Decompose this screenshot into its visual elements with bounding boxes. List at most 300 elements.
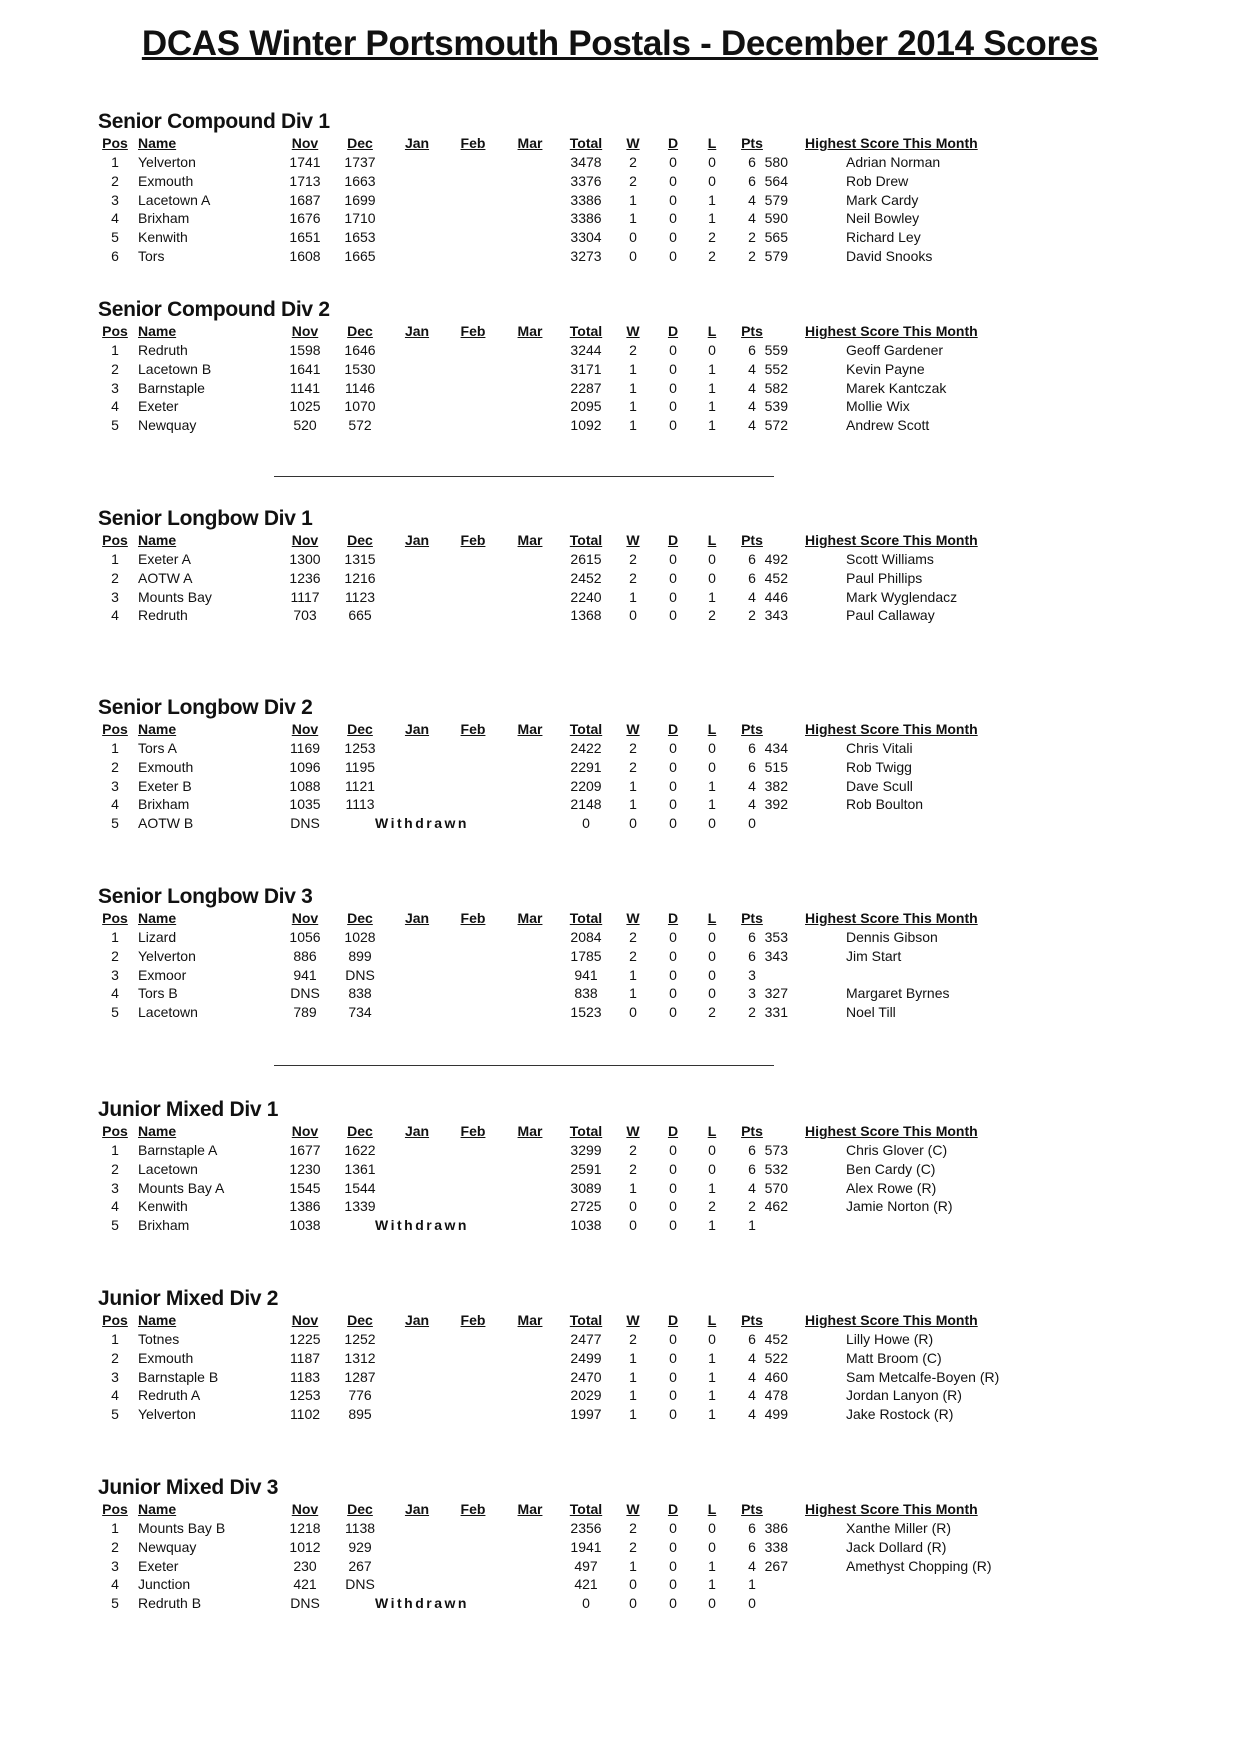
table-row: [0, 1198, 1240, 1217]
cell-pos: 5: [111, 1217, 119, 1234]
cell-pts: 4: [748, 398, 756, 415]
cell-l: 0: [708, 966, 716, 983]
table-row: [0, 929, 1240, 948]
header-l: L: [707, 1501, 717, 1517]
cell-dec: 1361: [344, 1160, 376, 1177]
header-pos: Pos: [102, 1312, 128, 1328]
cell-total: 3299: [570, 1142, 602, 1158]
cell-w: 1: [629, 796, 637, 813]
table-header: [0, 721, 1240, 740]
cell-total: 2499: [570, 1349, 602, 1366]
highest-score: 434: [764, 740, 788, 756]
cell-name: Totnes: [138, 1331, 180, 1347]
cell-nov: 1741: [289, 154, 321, 170]
cell-dec: 1252: [344, 1331, 376, 1347]
cell-d: 0: [669, 1595, 677, 1612]
cell-pts: 6: [748, 1160, 756, 1177]
cell-pos: 4: [111, 1576, 119, 1593]
table-row: [0, 796, 1240, 815]
cell-nov: 1102: [289, 1406, 321, 1423]
highest-score: 559: [764, 342, 788, 358]
header-highest-score: Highest Score This Month: [805, 910, 978, 926]
table-row: [0, 985, 1240, 1004]
cell-dec: 665: [348, 607, 372, 624]
header-mar: Mar: [517, 1501, 543, 1517]
cell-d: 0: [669, 815, 677, 832]
cell-total: 2452: [570, 569, 602, 586]
header-l: L: [707, 1312, 717, 1328]
cell-l: 0: [708, 551, 716, 567]
header-mar: Mar: [517, 135, 543, 151]
cell-d: 0: [669, 1387, 677, 1404]
cell-d: 0: [669, 569, 677, 586]
cell-w: 2: [629, 1538, 637, 1555]
cell-total: 3089: [570, 1179, 602, 1196]
cell-nov: 1236: [289, 569, 321, 586]
cell-nov: 1183: [289, 1368, 321, 1385]
cell-name: Lacetown: [138, 1004, 198, 1021]
table-row: [0, 192, 1240, 211]
highest-score: 343: [764, 607, 788, 624]
cell-nov: 1035: [289, 796, 321, 813]
table-row: [0, 1558, 1240, 1577]
highest-score-archer: Paul Phillips: [846, 569, 923, 586]
cell-pos: 4: [111, 210, 119, 227]
cell-dec: 1216: [344, 569, 376, 586]
highest-score-archer: Ben Cardy (C): [846, 1160, 936, 1177]
cell-name: AOTW A: [138, 569, 193, 586]
header-highest-score: Highest Score This Month: [805, 532, 978, 548]
cell-d: 0: [669, 551, 677, 567]
cell-total: 2240: [570, 588, 602, 605]
cell-pts: 4: [748, 1368, 756, 1385]
cell-nov: 1230: [289, 1160, 321, 1177]
highest-score: 331: [764, 1004, 788, 1021]
cell-d: 0: [669, 1368, 677, 1385]
highest-score-archer: Sam Metcalfe-Boyen (R): [846, 1368, 1000, 1385]
cell-l: 0: [708, 1520, 716, 1536]
header-w: W: [626, 135, 640, 151]
cell-total: 3386: [570, 191, 602, 208]
header-d: D: [667, 323, 679, 339]
cell-d: 0: [669, 379, 677, 396]
highest-score-archer: Kevin Payne: [846, 360, 925, 377]
table-header: [0, 532, 1240, 551]
cell-w: 2: [629, 172, 637, 189]
cell-name: Exmouth: [138, 172, 194, 189]
cell-pts: 6: [748, 929, 756, 945]
cell-d: 0: [669, 1576, 677, 1593]
header-total: Total: [569, 1312, 603, 1328]
cell-total: 1997: [570, 1406, 602, 1423]
cell-total: 1785: [570, 947, 602, 964]
header-name: Name: [138, 910, 177, 926]
cell-name: Junction: [138, 1576, 191, 1593]
cell-w: 2: [629, 1160, 637, 1177]
cell-pts: 1: [748, 1576, 756, 1593]
cell-d: 0: [669, 1331, 677, 1347]
cell-dec: 1287: [344, 1368, 376, 1385]
table-row: [0, 248, 1240, 267]
header-pos: Pos: [102, 910, 128, 926]
header-jan: Jan: [404, 1312, 430, 1328]
cell-name: Redruth A: [138, 1387, 201, 1404]
cell-l: 1: [708, 360, 716, 377]
cell-pts: 2: [748, 607, 756, 624]
header-name: Name: [138, 1501, 177, 1517]
cell-l: 0: [708, 1538, 716, 1555]
header-pts: Pts: [741, 323, 763, 339]
cell-total: 2095: [570, 398, 602, 415]
table-row: [0, 1350, 1240, 1369]
page-title: DCAS Winter Portsmouth Postals - December 2014 Scores: [141, 24, 1099, 63]
cell-pts: 6: [748, 154, 756, 170]
cell-pos: 1: [111, 342, 119, 358]
cell-name: Barnstaple B: [138, 1368, 219, 1385]
cell-name: Redruth: [138, 342, 188, 358]
cell-name: Brixham: [138, 210, 190, 227]
header-l: L: [707, 135, 717, 151]
table-row: [0, 380, 1240, 399]
cell-l: 1: [708, 379, 716, 396]
highest-score-archer: Marek Kantczak: [846, 379, 947, 396]
cell-pts: 6: [748, 551, 756, 567]
cell-d: 0: [669, 210, 677, 227]
cell-pos: 4: [111, 1198, 119, 1215]
cell-dec: 1121: [344, 777, 376, 794]
header-highest-score: Highest Score This Month: [805, 721, 978, 737]
cell-pts: 3: [748, 985, 756, 1002]
cell-d: 0: [669, 796, 677, 813]
highest-score-archer: Matt Broom (C): [846, 1349, 942, 1366]
highest-score: 338: [764, 1538, 788, 1555]
cell-d: 0: [669, 248, 677, 264]
cell-w: 2: [629, 1142, 637, 1158]
cell-pos: 4: [111, 1387, 119, 1404]
header-pts: Pts: [741, 1123, 763, 1139]
division-title: Senior Longbow Div 1: [98, 507, 313, 530]
header-d: D: [667, 1123, 679, 1139]
cell-pts: 4: [748, 1387, 756, 1404]
cell-total: 2725: [570, 1198, 602, 1215]
highest-score-archer: Xanthe Miller (R): [846, 1520, 952, 1536]
cell-pos: 5: [111, 1595, 119, 1612]
header-dec: Dec: [347, 721, 373, 737]
cell-name: Lacetown A: [138, 191, 211, 208]
highest-score: 572: [764, 417, 788, 434]
cell-d: 0: [669, 966, 677, 983]
header-nov: Nov: [291, 910, 319, 926]
cell-total: 2084: [570, 929, 602, 945]
header-dec: Dec: [347, 323, 373, 339]
cell-l: 1: [708, 1368, 716, 1385]
header-l: L: [707, 323, 717, 339]
cell-dec: 838: [348, 985, 372, 1002]
cell-pts: 2: [748, 1198, 756, 1215]
cell-w: 0: [629, 248, 637, 264]
highest-score-archer: Richard Ley: [846, 229, 921, 246]
cell-pos: 2: [111, 172, 119, 189]
cell-pos: 1: [111, 1520, 119, 1536]
cell-name: Lacetown: [138, 1160, 198, 1177]
cell-pts: 6: [748, 758, 756, 775]
cell-pts: 6: [748, 342, 756, 358]
cell-pos: 5: [111, 1004, 119, 1021]
cell-name: Yelverton: [138, 947, 196, 964]
highest-score: 552: [764, 360, 788, 377]
highest-score: 564: [764, 172, 788, 189]
header-mar: Mar: [517, 1312, 543, 1328]
header-dec: Dec: [347, 1123, 373, 1139]
header-nov: Nov: [291, 323, 319, 339]
cell-dec: DNS: [345, 966, 375, 983]
cell-nov: 1088: [289, 777, 321, 794]
cell-nov: 703: [293, 607, 317, 624]
table-row: [0, 1520, 1240, 1539]
cell-dec: 1123: [344, 588, 376, 605]
cell-total: 3376: [570, 172, 602, 189]
cell-nov: 1713: [289, 172, 321, 189]
header-nov: Nov: [291, 1501, 319, 1517]
header-mar: Mar: [517, 1123, 543, 1139]
cell-name: Barnstaple A: [138, 1142, 218, 1158]
highest-score: 539: [764, 398, 788, 415]
cell-name: Tors A: [138, 740, 177, 756]
table-row: [0, 607, 1240, 626]
header-mar: Mar: [517, 910, 543, 926]
highest-score-archer: Geoff Gardener: [846, 342, 944, 358]
cell-pts: 4: [748, 210, 756, 227]
highest-score: 478: [764, 1387, 788, 1404]
cell-nov: DNS: [290, 1595, 320, 1612]
cell-w: 2: [629, 551, 637, 567]
highest-score-archer: Alex Rowe (R): [846, 1179, 937, 1196]
highest-score-archer: Margaret Byrnes: [846, 985, 950, 1002]
cell-total: 1941: [570, 1538, 602, 1555]
header-pos: Pos: [102, 532, 128, 548]
table-row: [0, 173, 1240, 192]
highest-score-archer: Jake Rostock (R): [846, 1406, 954, 1423]
header-name: Name: [138, 1312, 177, 1328]
cell-pts: 3: [748, 966, 756, 983]
cell-name: Barnstaple: [138, 379, 205, 396]
cell-nov: DNS: [290, 985, 320, 1002]
table-row: [0, 1539, 1240, 1558]
cell-d: 0: [669, 947, 677, 964]
cell-nov: DNS: [290, 815, 320, 832]
cell-nov: 1386: [289, 1198, 321, 1215]
cell-w: 2: [629, 929, 637, 945]
cell-pos: 2: [111, 1349, 119, 1366]
cell-nov: 1598: [289, 342, 321, 358]
cell-pos: 5: [111, 1406, 119, 1423]
header-d: D: [667, 135, 679, 151]
cell-dec: 1699: [344, 191, 376, 208]
highest-score-archer: Rob Drew: [846, 172, 909, 189]
table-row: [0, 948, 1240, 967]
cell-nov: 230: [293, 1557, 317, 1574]
table-row: [0, 1180, 1240, 1199]
highest-score-archer: Jamie Norton (R): [846, 1198, 953, 1215]
cell-w: 0: [629, 1217, 637, 1234]
header-dec: Dec: [347, 910, 373, 926]
highest-score: 452: [764, 569, 788, 586]
header-mar: Mar: [517, 721, 543, 737]
cell-total: 941: [574, 966, 598, 983]
cell-pos: 5: [111, 815, 119, 832]
cell-name: Tors: [138, 248, 165, 264]
cell-dec: 1339: [344, 1198, 376, 1215]
cell-pos: 2: [111, 1538, 119, 1555]
table-row: [0, 417, 1240, 436]
cell-nov: 1141: [289, 379, 321, 396]
cell-total: 1038: [570, 1217, 602, 1234]
cell-name: AOTW B: [138, 815, 194, 832]
cell-total: 0: [582, 1595, 590, 1612]
cell-d: 0: [669, 154, 677, 170]
cell-total: 0: [582, 815, 590, 832]
header-l: L: [707, 910, 717, 926]
cell-l: 0: [708, 1595, 716, 1612]
cell-pos: 4: [111, 607, 119, 624]
division-title: Junior Mixed Div 2: [98, 1287, 279, 1310]
header-feb: Feb: [460, 1123, 486, 1139]
highest-score: 579: [764, 191, 788, 208]
cell-name: Lacetown B: [138, 360, 212, 377]
cell-total: 2470: [570, 1368, 602, 1385]
header-d: D: [667, 1501, 679, 1517]
cell-total: 838: [574, 985, 598, 1002]
header-total: Total: [569, 1501, 603, 1517]
highest-score: 452: [764, 1331, 788, 1347]
table-row: [0, 1331, 1240, 1350]
cell-nov: 1096: [289, 758, 321, 775]
cell-l: 1: [708, 588, 716, 605]
header-jan: Jan: [404, 910, 430, 926]
cell-d: 0: [669, 1142, 677, 1158]
division-title: Senior Compound Div 2: [98, 298, 330, 321]
highest-score: 565: [764, 229, 788, 246]
highest-score: 570: [764, 1179, 788, 1196]
cell-d: 0: [669, 985, 677, 1002]
cell-name: Mounts Bay A: [138, 1179, 225, 1196]
header-w: W: [626, 910, 640, 926]
cell-pos: 1: [111, 1331, 119, 1347]
cell-nov: 1218: [289, 1520, 321, 1536]
header-nov: Nov: [291, 721, 319, 737]
highest-score: 573: [764, 1142, 788, 1158]
cell-l: 1: [708, 777, 716, 794]
header-w: W: [626, 1123, 640, 1139]
header-pts: Pts: [741, 532, 763, 548]
highest-score-archer: Chris Glover (C): [846, 1142, 948, 1158]
cell-name: Yelverton: [138, 1406, 196, 1423]
cell-pts: 4: [748, 417, 756, 434]
header-dec: Dec: [347, 532, 373, 548]
cell-total: 3386: [570, 210, 602, 227]
division-title: Junior Mixed Div 1: [98, 1098, 279, 1121]
highest-score-archer: Jack Dollard (R): [846, 1538, 947, 1555]
cell-w: 0: [629, 1198, 637, 1215]
cell-w: 0: [629, 1595, 637, 1612]
table-row: [0, 815, 1240, 834]
highest-score-archer: Dennis Gibson: [846, 929, 938, 945]
table-header: [0, 1501, 1240, 1520]
header-w: W: [626, 1501, 640, 1517]
cell-name: Exmouth: [138, 758, 194, 775]
cell-total: 1523: [570, 1004, 602, 1021]
cell-dec: 1146: [344, 379, 376, 396]
cell-name: Mounts Bay: [138, 588, 212, 605]
cell-d: 0: [669, 740, 677, 756]
cell-pts: 0: [748, 815, 756, 832]
cell-nov: 1545: [289, 1179, 321, 1196]
cell-total: 3273: [570, 248, 602, 264]
cell-dec: 1315: [344, 551, 376, 567]
cell-nov: 1025: [289, 398, 321, 415]
table-row: [0, 1387, 1240, 1406]
cell-pts: 6: [748, 947, 756, 964]
cell-l: 0: [708, 947, 716, 964]
cell-name: Exeter B: [138, 777, 192, 794]
cell-l: 0: [708, 342, 716, 358]
header-name: Name: [138, 532, 177, 548]
cell-w: 2: [629, 1331, 637, 1347]
cell-pts: 4: [748, 191, 756, 208]
header-jan: Jan: [404, 532, 430, 548]
cell-dec: 776: [348, 1387, 372, 1404]
header-feb: Feb: [460, 532, 486, 548]
cell-dec: 1653: [344, 229, 376, 246]
header-total: Total: [569, 135, 603, 151]
cell-d: 0: [669, 1217, 677, 1234]
cell-pts: 6: [748, 1520, 756, 1536]
table-header: [0, 323, 1240, 342]
cell-w: 1: [629, 588, 637, 605]
header-nov: Nov: [291, 1123, 319, 1139]
cell-pts: 6: [748, 1331, 756, 1347]
cell-w: 0: [629, 607, 637, 624]
cell-l: 1: [708, 210, 716, 227]
highest-score-archer: Jim Start: [846, 947, 902, 964]
cell-nov: 1608: [289, 248, 321, 264]
table-header: [0, 910, 1240, 929]
highest-score: 446: [764, 588, 788, 605]
cell-pos: 1: [111, 740, 119, 756]
cell-dec: 1028: [344, 929, 376, 945]
cell-nov: 1187: [289, 1349, 321, 1366]
header-jan: Jan: [404, 1501, 430, 1517]
header-l: L: [707, 721, 717, 737]
header-feb: Feb: [460, 1312, 486, 1328]
cell-l: 1: [708, 1557, 716, 1574]
cell-pos: 1: [111, 929, 119, 945]
table-header: [0, 1312, 1240, 1331]
cell-pos: 5: [111, 417, 119, 434]
cell-d: 0: [669, 777, 677, 794]
cell-l: 0: [708, 985, 716, 1002]
withdrawn-note: Withdrawn: [375, 1595, 469, 1612]
section-divider: [274, 1065, 774, 1066]
cell-dec: 1530: [344, 360, 376, 377]
highest-score-archer: Adrian Norman: [846, 154, 941, 170]
cell-pts: 4: [748, 588, 756, 605]
cell-total: 2287: [570, 379, 602, 396]
header-pts: Pts: [741, 135, 763, 151]
cell-pos: 2: [111, 1160, 119, 1177]
cell-total: 2291: [570, 758, 602, 775]
cell-w: 1: [629, 1557, 637, 1574]
